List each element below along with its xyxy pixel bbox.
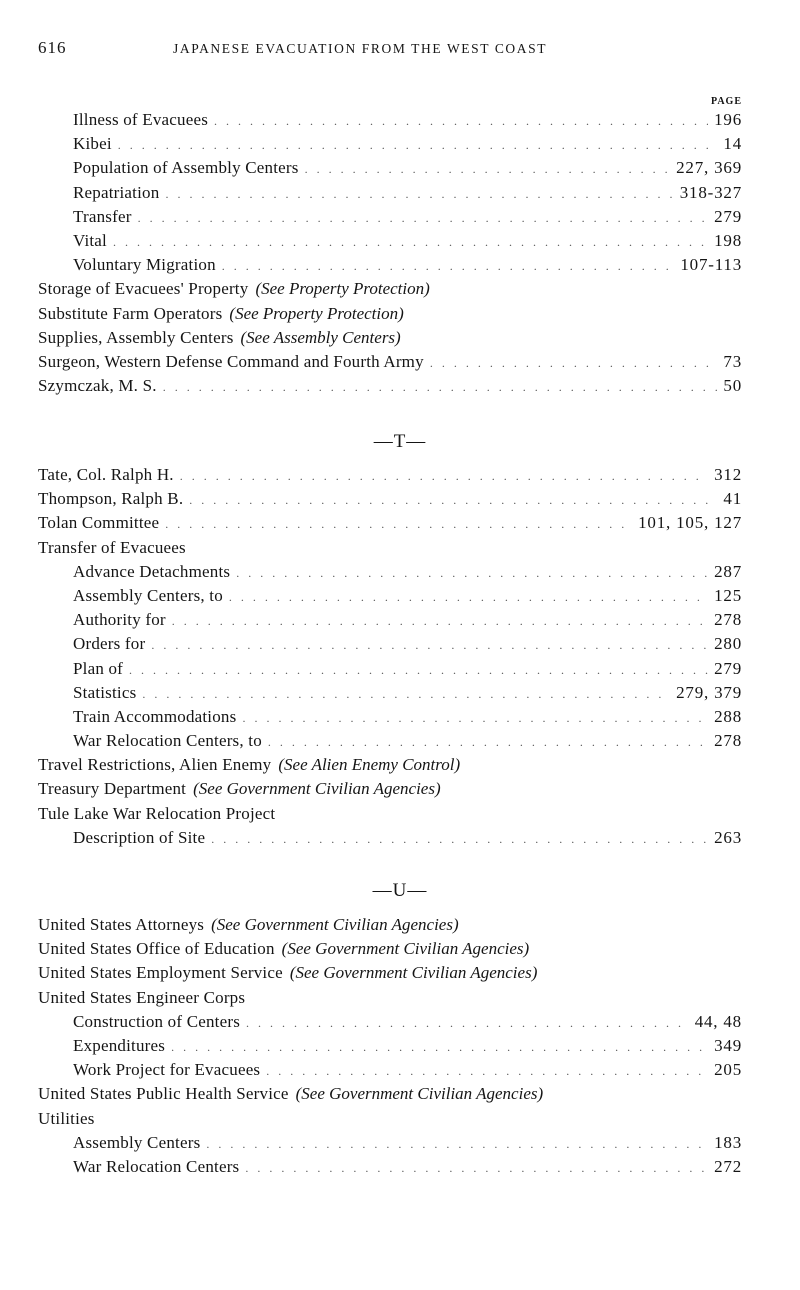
dot-leader — [163, 375, 718, 399]
entry-label: Voluntary Migration — [73, 255, 216, 275]
page-reference: 278 — [714, 610, 742, 630]
index-entry — [38, 802, 742, 826]
index-subentry — [38, 1155, 742, 1179]
page-reference: 288 — [714, 706, 742, 726]
dot-leader — [189, 488, 717, 512]
page-reference: 272 — [714, 1156, 742, 1176]
index-entry — [38, 326, 742, 350]
page-reference: 125 — [714, 585, 742, 605]
see-reference: (See Government Civilian Agencies) — [211, 915, 459, 934]
entry-label: Szymczak, M. S. — [38, 376, 157, 396]
page-reference: 14 — [723, 134, 742, 154]
page-reference: 263 — [714, 827, 742, 847]
page-reference: 101, 105, 127 — [638, 513, 742, 533]
entry-label: Surgeon, Western Defense Command and Fourth Army — [38, 351, 424, 371]
index-subentry — [38, 156, 742, 180]
dot-leader — [211, 827, 708, 851]
dot-leader — [222, 254, 675, 278]
entry-label: Population of Assembly Centers — [73, 158, 299, 178]
entry-label: Supplies, Assembly Centers — [38, 327, 234, 347]
entry-label: United States Office of Education — [38, 939, 275, 959]
page-reference: 41 — [723, 489, 742, 509]
see-reference: (See Government Civilian Agencies) — [193, 779, 441, 799]
index-entry — [38, 986, 742, 1010]
running-head: JAPANESE EVACUATION FROM THE WEST COAST — [173, 41, 548, 56]
entry-label: United States Employment Service — [38, 963, 283, 983]
see-reference: (See Government Civilian Agencies) — [281, 939, 530, 959]
index-list-u — [38, 913, 742, 1179]
entry-label: United States Public Health Service — [38, 1084, 289, 1104]
dot-leader — [165, 182, 673, 206]
page-reference: 278 — [714, 731, 742, 751]
entry-label: Treasury Department — [38, 779, 187, 799]
dot-leader — [236, 561, 708, 585]
index-subentry — [38, 108, 742, 132]
index-entry — [38, 777, 742, 801]
index-list-t — [38, 463, 742, 850]
dot-leader — [118, 133, 718, 157]
index-subentry — [38, 253, 742, 277]
page-reference: 196 — [714, 110, 742, 129]
entry-label: Tule Lake War Relocation Project — [38, 803, 276, 823]
dot-leader — [171, 1035, 708, 1059]
index-entry — [38, 536, 742, 560]
index-subentry — [38, 1010, 742, 1034]
section-heading-u: —U— — [372, 880, 428, 901]
index-subentry — [38, 681, 742, 705]
entry-label: Tate, Col. Ralph H. — [38, 465, 174, 484]
index-entry — [38, 1107, 742, 1131]
index-subentry — [38, 1034, 742, 1058]
index-subentry — [38, 229, 742, 253]
entry-label: Assembly Centers — [73, 1132, 201, 1152]
page-reference: 50 — [723, 376, 742, 396]
entry-label: Tolan Committee — [38, 513, 160, 533]
index-subentry — [38, 132, 742, 156]
index-entry — [38, 277, 742, 301]
page-reference: 73 — [723, 351, 742, 371]
entry-label: Construction of Centers — [73, 1011, 241, 1031]
dot-leader — [206, 1132, 708, 1156]
entry-label: Repatriation — [73, 182, 160, 202]
see-reference: (See Property Protection) — [255, 279, 430, 299]
entry-label: Vital — [73, 230, 107, 250]
index-entry — [38, 937, 742, 961]
entry-label: Assembly Centers, to — [73, 585, 223, 605]
dot-leader — [268, 730, 708, 754]
index-subentry — [38, 608, 742, 632]
dot-leader — [172, 609, 708, 633]
entry-label: Illness of Evacuees — [73, 110, 209, 129]
entry-label: Work Project for Evacuees — [73, 1060, 261, 1080]
entry-label: Utilities — [38, 1108, 95, 1128]
dot-leader — [113, 230, 708, 254]
entry-label: Storage of Evacuees' Property — [38, 279, 249, 299]
entry-label: Travel Restrictions, Alien Enemy — [38, 755, 272, 775]
see-reference: (See Property Protection) — [229, 303, 404, 323]
page-reference: 183 — [714, 1132, 742, 1152]
entry-label: United States Attorneys — [38, 915, 205, 934]
dot-leader — [151, 633, 708, 657]
page-reference: 280 — [714, 634, 742, 654]
index-entry — [38, 913, 742, 937]
entry-label: Substitute Farm Operators — [38, 303, 223, 323]
page-reference: 205 — [714, 1060, 742, 1080]
entry-label: Transfer of Evacuees — [38, 537, 186, 557]
entry-label: Statistics — [73, 682, 137, 702]
entry-label: War Relocation Centers, to — [73, 731, 262, 751]
index-subentry — [38, 181, 742, 205]
see-reference: (See Alien Enemy Control) — [278, 755, 461, 775]
page-column-label: PAGE — [710, 96, 742, 107]
index-entry — [38, 350, 742, 374]
dot-leader — [245, 1156, 708, 1180]
entry-label: Description of Site — [73, 827, 206, 847]
dot-leader — [214, 109, 708, 133]
index-entry — [38, 753, 742, 777]
index-subentry — [38, 705, 742, 729]
page-reference: 198 — [714, 230, 742, 250]
index-entry — [38, 1082, 742, 1106]
index-subentry — [38, 632, 742, 656]
entry-label: Expenditures — [73, 1035, 166, 1055]
entry-label: United States Engineer Corps — [38, 987, 246, 1007]
entry-label: Plan of — [73, 658, 124, 678]
page-reference: 349 — [714, 1035, 742, 1055]
entry-label: Orders for — [73, 634, 146, 654]
index-subentry — [38, 1058, 742, 1082]
page-reference: 318-327 — [679, 182, 742, 202]
index-entry — [38, 511, 742, 535]
see-reference: (See Government Civilian Agencies) — [295, 1084, 544, 1104]
index-entry — [38, 374, 742, 398]
page-reference: 44, 48 — [694, 1011, 742, 1031]
dot-leader — [142, 682, 670, 706]
page-reference: 287 — [714, 561, 742, 581]
see-reference: (See Assembly Centers) — [240, 327, 401, 347]
index-subentry — [38, 826, 742, 850]
page-reference: 227, 369 — [676, 158, 742, 178]
index-subentry — [38, 1131, 742, 1155]
entry-label: Advance Detachments — [73, 561, 231, 581]
index-subentry — [38, 729, 742, 753]
index-entry — [38, 487, 742, 511]
dot-leader — [165, 512, 632, 536]
dot-leader — [430, 351, 718, 375]
entry-label: Transfer — [73, 206, 132, 226]
page-reference: 279 — [714, 658, 742, 678]
dot-leader — [229, 585, 708, 609]
index-list-s — [38, 108, 742, 398]
page-reference: 279, 379 — [676, 682, 742, 702]
section-heading-t: —T— — [373, 431, 427, 452]
dot-leader — [305, 157, 671, 181]
entry-label: Thompson, Ralph B. — [38, 489, 184, 509]
entry-label: Train Accommodations — [73, 706, 237, 726]
entry-label: Authority for — [73, 610, 166, 630]
index-entry — [38, 463, 742, 487]
dot-leader — [246, 1011, 689, 1035]
page-reference: 107-113 — [680, 255, 742, 275]
entry-label: War Relocation Centers — [73, 1156, 240, 1176]
dot-leader — [180, 464, 708, 488]
see-reference: (See Government Civilian Agencies) — [289, 963, 538, 983]
index-entry — [38, 302, 742, 326]
index-subentry — [38, 657, 742, 681]
dot-leader — [266, 1059, 708, 1083]
page-reference: 279 — [714, 206, 742, 226]
index-entry — [38, 961, 742, 985]
entry-label: Kibei — [73, 134, 112, 154]
index-subentry — [38, 205, 742, 229]
page-header — [38, 38, 758, 62]
page-reference: 312 — [714, 465, 742, 484]
page-number: 616 — [38, 38, 67, 57]
index-subentry — [38, 584, 742, 608]
dot-leader — [242, 706, 708, 730]
dot-leader — [138, 206, 709, 230]
index-subentry — [38, 560, 742, 584]
dot-leader — [129, 658, 708, 682]
